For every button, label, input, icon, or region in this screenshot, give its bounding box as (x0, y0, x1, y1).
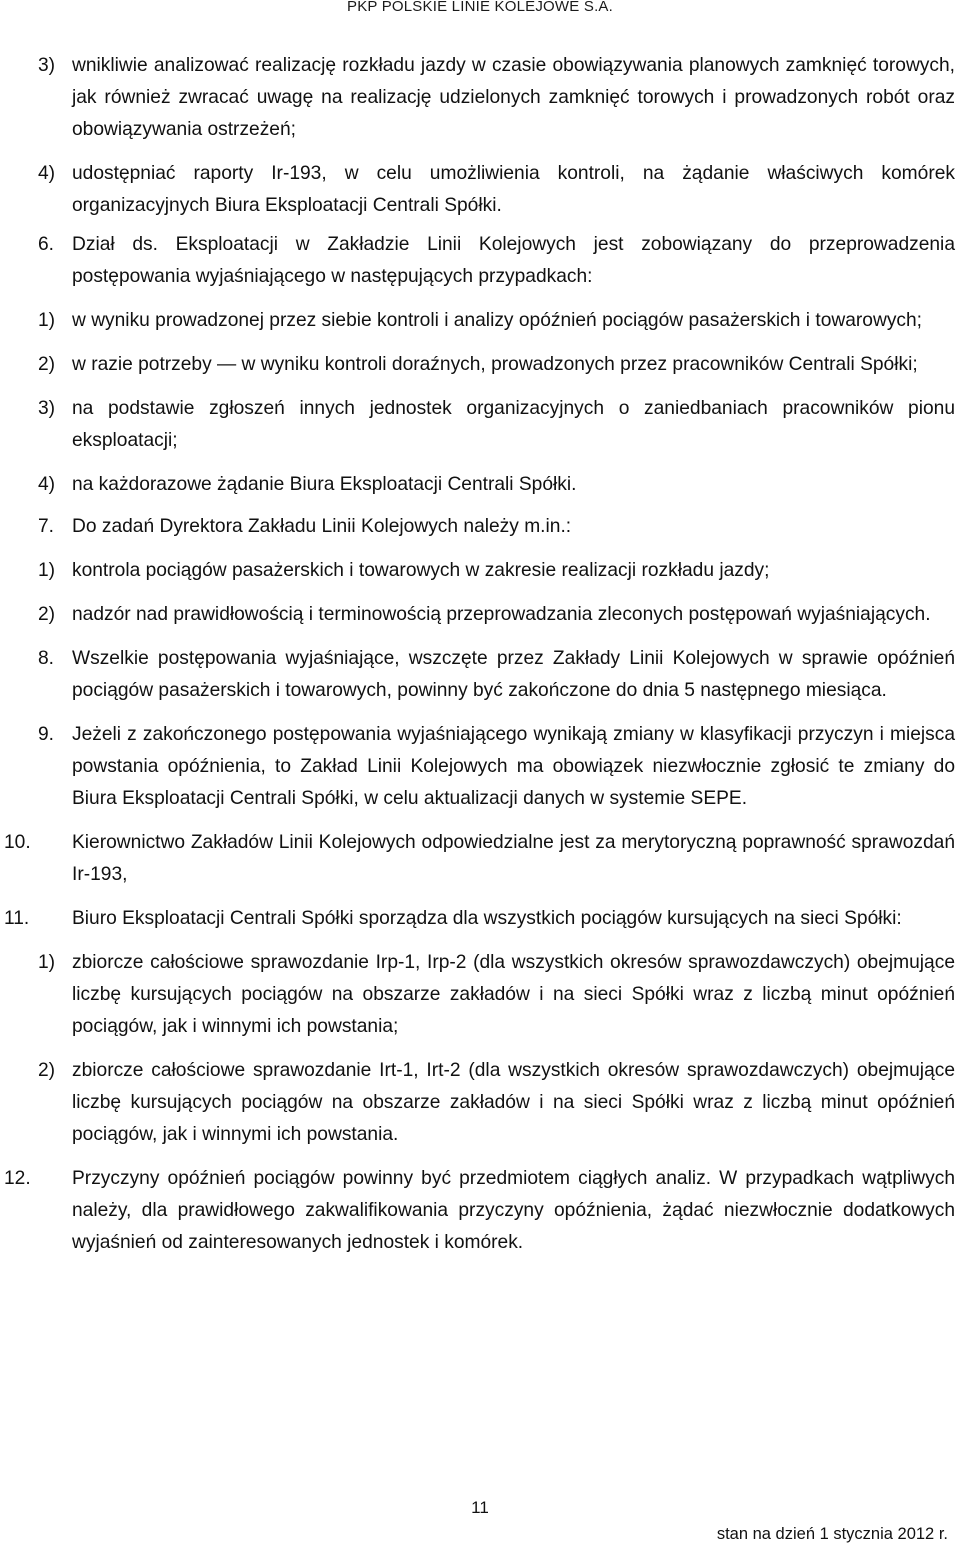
list-item (38, 50, 955, 146)
section-number: 7. (38, 516, 55, 537)
list-item (38, 393, 955, 457)
section-number: 6. (38, 234, 55, 255)
footer-date: stan na dzień 1 stycznia 2012 r. (716, 1525, 948, 1543)
item-number: 3) (38, 398, 56, 419)
section-number: 12. (4, 1168, 31, 1189)
item-number: 1) (38, 952, 56, 973)
list-item (38, 158, 955, 222)
list-item (38, 349, 955, 381)
section-text: Do zadań Dyrektora Zakładu Linii Kolejowych należy m.in.: (72, 516, 572, 537)
item-number: 1) (38, 310, 56, 331)
section-11 (4, 903, 955, 935)
section-10 (4, 827, 955, 891)
list-item (38, 599, 955, 631)
section-number: 11. (4, 908, 30, 929)
section-text: Kierownictwo Zakładów Linii Kolejowych odpowiedzialne jest za merytoryczną poprawność sprawozdań Ir-193, (72, 832, 955, 885)
item-number: 4) (38, 163, 56, 184)
item-text: na podstawie zgłoszeń innych jednostek organizacyjnych o zaniedbaniach pracowników pionu eksploatacji; (72, 398, 955, 451)
section-number: 9. (38, 724, 55, 745)
item-text: zbiorcze całościowe sprawozdanie Irt-1, Irt-2 (dla wszystkich okresów sprawozdawczych) obejmujące liczbę kursujących pociągów na obszarze zakładów i na sieci Spółki wraz z liczbą minut opóźnień pociągów, jak i winnymi ich powstania. (72, 1060, 955, 1145)
item-number: 2) (38, 1060, 56, 1081)
list-item (38, 1055, 955, 1151)
section-text: Dział ds. Eksploatacji w Zakładzie Linii Kolejowych jest zobowiązany do przeprowadzenia postępowania wyjaśniającego w następujących przypadkach: (72, 234, 955, 287)
item-text: w razie potrzeby ― w wyniku kontroli doraźnych, prowadzonych przez pracowników Centrali Spółki; (72, 354, 918, 375)
list-item (38, 555, 955, 587)
item-number: 4) (38, 474, 56, 495)
item-text: zbiorcze całościowe sprawozdanie Irp-1, Irp-2 (dla wszystkich okresów sprawozdawczych) obejmujące liczbę kursujących pociągów na obszarze zakładów i na sieci Spółki wraz z liczbą minut opóźnień pociągów, jak i winnymi ich powstania; (72, 952, 955, 1037)
item-number: 3) (38, 55, 56, 76)
section-7-label (38, 511, 955, 543)
section-text: Wszelkie postępowania wyjaśniające, wszczęte przez Zakłady Linii Kolejowych w sprawie opóźnień pociągów pasażerskich i towarowych, powinny być zakończone do dnia 5 następnego miesiąca. (72, 648, 955, 701)
item-number: 1) (38, 560, 56, 581)
list-item (38, 947, 955, 1043)
item-text: na każdorazowe żądanie Biura Eksploatacji Centrali Spółki. (72, 474, 577, 495)
page-number: 11 (471, 1498, 489, 1517)
section-number: 8. (38, 648, 55, 669)
page-header: PKP POLSKIE LINIE KOLEJOWE S.A. (346, 0, 614, 15)
item-text: kontrola pociągów pasażerskich i towarowych w zakresie realizacji rozkładu jazdy; (72, 560, 770, 581)
document-body (4, 50, 955, 1259)
item-number: 2) (38, 604, 56, 625)
list-item (38, 305, 955, 337)
item-number: 2) (38, 354, 56, 375)
section-text: Biuro Eksploatacji Centrali Spółki sporządza dla wszystkich pociągów kursujących na sieci Spółki: (72, 908, 902, 929)
section-8 (38, 643, 955, 707)
section-12 (4, 1163, 955, 1259)
section-6-label (38, 229, 955, 293)
item-text: nadzór nad prawidłowością i terminowością przeprowadzania zleconych postępowań wyjaśniających. (72, 604, 931, 625)
section-number: 10. (4, 832, 31, 853)
section-text: Jeżeli z zakończonego postępowania wyjaśniającego wynikają zmiany w klasyfikacji przyczyn i miejsca powstania opóźnienia, to Zakład Linii Kolejowych ma obowiązek niezwłocznie zgłosić te zmiany do Biura Eksploatacji Centrali Spółki, w celu aktualizacji danych w systemie SEPE. (72, 724, 955, 809)
section-text: Przyczyny opóźnień pociągów powinny być przedmiotem ciągłych analiz. W przypadkach wątpliwych należy, dla prawidłowego zakwalifikowania przyczyny opóźnienia, żądać niezwłocznie dodatkowych wyjaśnień od zainteresowanych jednostek i komórek. (72, 1168, 955, 1253)
item-text: w wyniku prowadzonej przez siebie kontroli i analizy opóźnień pociągów pasażerskich i towarowych; (72, 310, 923, 331)
item-text: udostępniać raporty Ir-193, w celu umożliwienia kontroli, na żądanie właściwych komórek organizacyjnych Biura Eksploatacji Centrali Spółki. (72, 163, 955, 216)
section-9 (38, 719, 955, 815)
list-item (38, 469, 955, 501)
item-text: wnikliwie analizować realizację rozkładu jazdy w czasie obowiązywania planowych zamknięć torowych, jak również zwracać uwagę na realizację udzielonych zamknięć torowych i prowadzonych robót oraz obowiązywania ostrzeżeń; (72, 55, 955, 140)
